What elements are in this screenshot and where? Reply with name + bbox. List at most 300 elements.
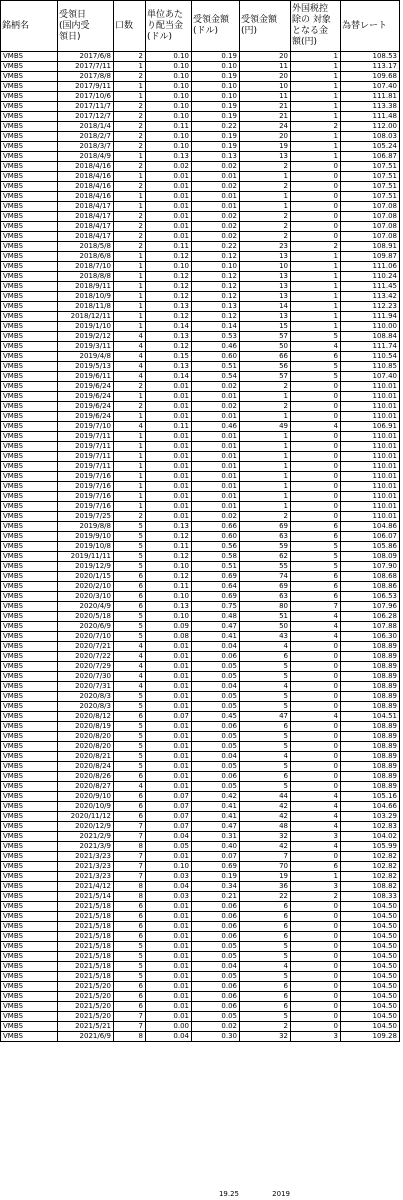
cell-dividend-per-unit[interactable]: 0.01 (146, 172, 192, 182)
cell-ticker[interactable]: VMBS (1, 822, 58, 832)
cell-amount-usd[interactable]: 0.75 (192, 602, 240, 612)
cell-date[interactable]: 2018/5/8 (58, 242, 114, 252)
cell-fx-rate[interactable]: 107.96 (341, 602, 400, 612)
cell-amount-usd[interactable]: 0.02 (192, 512, 240, 522)
cell-dividend-per-unit[interactable]: 0.01 (146, 202, 192, 212)
cell-units[interactable]: 1 (114, 262, 146, 272)
cell-amount-usd[interactable]: 0.41 (192, 802, 240, 812)
cell-fx-rate[interactable]: 104.50 (341, 922, 400, 932)
cell-date[interactable]: 2020/8/24 (58, 762, 114, 772)
cell-units[interactable]: 6 (114, 792, 146, 802)
cell-dividend-per-unit[interactable]: 0.01 (146, 962, 192, 972)
cell-fx-rate[interactable]: 110.01 (341, 392, 400, 402)
cell-amount-usd[interactable]: 0.69 (192, 862, 240, 872)
cell-date[interactable]: 2020/8/21 (58, 752, 114, 762)
cell-foreign-tax-credit[interactable]: 4 (291, 842, 341, 852)
cell-date[interactable]: 2018/11/8 (58, 302, 114, 312)
cell-fx-rate[interactable]: 108.03 (341, 132, 400, 142)
cell-fx-rate[interactable]: 113.42 (341, 292, 400, 302)
cell-amount-jpy[interactable]: 42 (240, 842, 291, 852)
cell-ticker[interactable]: VMBS (1, 92, 58, 102)
cell-fx-rate[interactable]: 107.51 (341, 192, 400, 202)
cell-dividend-per-unit[interactable]: 0.12 (146, 282, 192, 292)
cell-dividend-per-unit[interactable]: 0.15 (146, 352, 192, 362)
cell-dividend-per-unit[interactable]: 0.01 (146, 502, 192, 512)
cell-amount-usd[interactable]: 0.14 (192, 322, 240, 332)
cell-amount-usd[interactable]: 0.19 (192, 132, 240, 142)
cell-date[interactable]: 2018/4/17 (58, 202, 114, 212)
cell-ticker[interactable]: VMBS (1, 62, 58, 72)
cell-dividend-per-unit[interactable]: 0.12 (146, 312, 192, 322)
cell-fx-rate[interactable]: 106.07 (341, 532, 400, 542)
cell-dividend-per-unit[interactable]: 0.07 (146, 822, 192, 832)
cell-fx-rate[interactable]: 111.81 (341, 92, 400, 102)
cell-dividend-per-unit[interactable]: 0.01 (146, 682, 192, 692)
cell-fx-rate[interactable]: 107.51 (341, 162, 400, 172)
cell-date[interactable]: 2021/5/20 (58, 1012, 114, 1022)
cell-date[interactable]: 2021/5/18 (58, 902, 114, 912)
cell-foreign-tax-credit[interactable]: 0 (291, 462, 341, 472)
cell-fx-rate[interactable]: 111.45 (341, 282, 400, 292)
cell-foreign-tax-credit[interactable]: 0 (291, 672, 341, 682)
cell-date[interactable]: 2019/7/25 (58, 512, 114, 522)
cell-amount-usd[interactable]: 0.01 (192, 482, 240, 492)
cell-dividend-per-unit[interactable]: 0.12 (146, 572, 192, 582)
cell-foreign-tax-credit[interactable]: 1 (291, 132, 341, 142)
cell-fx-rate[interactable]: 112.00 (341, 122, 400, 132)
cell-amount-jpy[interactable]: 1 (240, 432, 291, 442)
cell-foreign-tax-credit[interactable]: 1 (291, 312, 341, 322)
cell-fx-rate[interactable]: 107.51 (341, 172, 400, 182)
cell-ticker[interactable]: VMBS (1, 852, 58, 862)
cell-fx-rate[interactable]: 106.28 (341, 612, 400, 622)
cell-amount-usd[interactable]: 0.53 (192, 332, 240, 342)
cell-ticker[interactable]: VMBS (1, 802, 58, 812)
cell-ticker[interactable]: VMBS (1, 812, 58, 822)
cell-amount-jpy[interactable]: 13 (240, 272, 291, 282)
cell-dividend-per-unit[interactable]: 0.04 (146, 1032, 192, 1042)
cell-foreign-tax-credit[interactable]: 4 (291, 422, 341, 432)
cell-units[interactable]: 2 (114, 382, 146, 392)
cell-ticker[interactable]: VMBS (1, 502, 58, 512)
cell-fx-rate[interactable]: 111.06 (341, 262, 400, 272)
cell-foreign-tax-credit[interactable]: 1 (291, 92, 341, 102)
cell-amount-jpy[interactable]: 50 (240, 342, 291, 352)
cell-units[interactable]: 4 (114, 352, 146, 362)
cell-foreign-tax-credit[interactable]: 0 (291, 482, 341, 492)
cell-units[interactable]: 6 (114, 1002, 146, 1012)
cell-ticker[interactable]: VMBS (1, 642, 58, 652)
cell-fx-rate[interactable]: 110.85 (341, 362, 400, 372)
cell-dividend-per-unit[interactable]: 0.01 (146, 492, 192, 502)
cell-units[interactable]: 1 (114, 272, 146, 282)
cell-dividend-per-unit[interactable]: 0.09 (146, 622, 192, 632)
cell-amount-usd[interactable]: 0.05 (192, 782, 240, 792)
cell-ticker[interactable]: VMBS (1, 672, 58, 682)
cell-units[interactable]: 1 (114, 292, 146, 302)
cell-amount-jpy[interactable]: 6 (240, 932, 291, 942)
cell-amount-jpy[interactable]: 55 (240, 562, 291, 572)
cell-foreign-tax-credit[interactable]: 6 (291, 532, 341, 542)
cell-date[interactable]: 2017/11/7 (58, 102, 114, 112)
cell-fx-rate[interactable]: 109.68 (341, 72, 400, 82)
cell-amount-usd[interactable]: 0.12 (192, 282, 240, 292)
cell-foreign-tax-credit[interactable]: 1 (291, 102, 341, 112)
cell-fx-rate[interactable]: 107.08 (341, 232, 400, 242)
cell-amount-usd[interactable]: 0.12 (192, 272, 240, 282)
cell-ticker[interactable]: VMBS (1, 232, 58, 242)
cell-ticker[interactable]: VMBS (1, 912, 58, 922)
cell-date[interactable]: 2019/5/13 (58, 362, 114, 372)
cell-amount-usd[interactable]: 0.02 (192, 402, 240, 412)
cell-amount-usd[interactable]: 0.19 (192, 112, 240, 122)
cell-fx-rate[interactable]: 104.50 (341, 1012, 400, 1022)
cell-date[interactable]: 2019/6/24 (58, 382, 114, 392)
cell-dividend-per-unit[interactable]: 0.01 (146, 952, 192, 962)
cell-fx-rate[interactable]: 110.24 (341, 272, 400, 282)
cell-dividend-per-unit[interactable]: 0.01 (146, 432, 192, 442)
cell-foreign-tax-credit[interactable]: 0 (291, 402, 341, 412)
cell-foreign-tax-credit[interactable]: 0 (291, 452, 341, 462)
cell-amount-jpy[interactable]: 15 (240, 322, 291, 332)
cell-date[interactable]: 2020/11/12 (58, 812, 114, 822)
cell-ticker[interactable]: VMBS (1, 312, 58, 322)
cell-foreign-tax-credit[interactable]: 5 (291, 552, 341, 562)
cell-date[interactable]: 2018/2/7 (58, 132, 114, 142)
cell-foreign-tax-credit[interactable]: 0 (291, 752, 341, 762)
cell-units[interactable]: 7 (114, 822, 146, 832)
cell-ticker[interactable]: VMBS (1, 72, 58, 82)
cell-ticker[interactable]: VMBS (1, 112, 58, 122)
cell-units[interactable]: 6 (114, 802, 146, 812)
cell-units[interactable]: 1 (114, 472, 146, 482)
cell-foreign-tax-credit[interactable]: 7 (291, 602, 341, 612)
cell-amount-jpy[interactable]: 6 (240, 912, 291, 922)
cell-date[interactable]: 2019/7/11 (58, 462, 114, 472)
cell-dividend-per-unit[interactable]: 0.01 (146, 762, 192, 772)
cell-amount-jpy[interactable]: 42 (240, 802, 291, 812)
cell-amount-usd[interactable]: 0.19 (192, 872, 240, 882)
cell-foreign-tax-credit[interactable]: 3 (291, 832, 341, 842)
cell-ticker[interactable]: VMBS (1, 142, 58, 152)
cell-fx-rate[interactable]: 108.89 (341, 682, 400, 692)
cell-date[interactable]: 2020/3/10 (58, 592, 114, 602)
cell-amount-usd[interactable]: 0.10 (192, 62, 240, 72)
cell-foreign-tax-credit[interactable]: 1 (291, 282, 341, 292)
cell-foreign-tax-credit[interactable]: 0 (291, 1012, 341, 1022)
cell-amount-usd[interactable]: 0.01 (192, 462, 240, 472)
cell-ticker[interactable]: VMBS (1, 222, 58, 232)
cell-fx-rate[interactable]: 110.01 (341, 412, 400, 422)
cell-date[interactable]: 2021/5/18 (58, 972, 114, 982)
cell-date[interactable]: 2019/11/11 (58, 552, 114, 562)
cell-date[interactable]: 2019/7/16 (58, 482, 114, 492)
cell-amount-jpy[interactable]: 19 (240, 142, 291, 152)
cell-units[interactable]: 2 (114, 402, 146, 412)
cell-dividend-per-unit[interactable]: 0.01 (146, 392, 192, 402)
cell-amount-usd[interactable]: 0.19 (192, 52, 240, 62)
cell-amount-jpy[interactable]: 4 (240, 642, 291, 652)
cell-amount-usd[interactable]: 0.01 (192, 412, 240, 422)
total-usd[interactable]: 19.25 (218, 1190, 239, 1198)
cell-ticker[interactable]: VMBS (1, 152, 58, 162)
cell-amount-jpy[interactable]: 21 (240, 112, 291, 122)
cell-units[interactable]: 2 (114, 242, 146, 252)
cell-foreign-tax-credit[interactable]: 4 (291, 792, 341, 802)
cell-units[interactable]: 5 (114, 612, 146, 622)
cell-fx-rate[interactable]: 105.24 (341, 142, 400, 152)
cell-dividend-per-unit[interactable]: 0.01 (146, 722, 192, 732)
cell-units[interactable]: 6 (114, 772, 146, 782)
cell-units[interactable]: 2 (114, 222, 146, 232)
cell-amount-jpy[interactable]: 5 (240, 732, 291, 742)
cell-units[interactable]: 4 (114, 362, 146, 372)
cell-ticker[interactable]: VMBS (1, 532, 58, 542)
cell-fx-rate[interactable]: 108.89 (341, 692, 400, 702)
cell-amount-jpy[interactable]: 6 (240, 982, 291, 992)
cell-fx-rate[interactable]: 107.51 (341, 182, 400, 192)
cell-dividend-per-unit[interactable]: 0.13 (146, 362, 192, 372)
cell-amount-jpy[interactable]: 5 (240, 672, 291, 682)
cell-date[interactable]: 2019/1/10 (58, 322, 114, 332)
cell-dividend-per-unit[interactable]: 0.10 (146, 262, 192, 272)
cell-date[interactable]: 2018/1/4 (58, 122, 114, 132)
cell-date[interactable]: 2017/12/7 (58, 112, 114, 122)
cell-date[interactable]: 2020/5/18 (58, 612, 114, 622)
cell-units[interactable]: 1 (114, 252, 146, 262)
cell-fx-rate[interactable]: 102.82 (341, 862, 400, 872)
cell-foreign-tax-credit[interactable]: 4 (291, 822, 341, 832)
cell-ticker[interactable]: VMBS (1, 772, 58, 782)
cell-fx-rate[interactable]: 110.01 (341, 402, 400, 412)
cell-fx-rate[interactable]: 105.86 (341, 542, 400, 552)
cell-fx-rate[interactable]: 106.87 (341, 152, 400, 162)
cell-date[interactable]: 2020/10/9 (58, 802, 114, 812)
cell-amount-jpy[interactable]: 2 (240, 402, 291, 412)
cell-units[interactable]: 1 (114, 412, 146, 422)
cell-fx-rate[interactable]: 104.51 (341, 712, 400, 722)
cell-amount-usd[interactable]: 0.40 (192, 842, 240, 852)
cell-amount-jpy[interactable]: 32 (240, 1032, 291, 1042)
cell-dividend-per-unit[interactable]: 0.00 (146, 1022, 192, 1032)
cell-ticker[interactable]: VMBS (1, 402, 58, 412)
cell-units[interactable]: 1 (114, 392, 146, 402)
cell-units[interactable]: 4 (114, 672, 146, 682)
cell-fx-rate[interactable]: 110.01 (341, 382, 400, 392)
cell-dividend-per-unit[interactable]: 0.13 (146, 152, 192, 162)
cell-date[interactable]: 2018/4/17 (58, 232, 114, 242)
cell-fx-rate[interactable]: 104.50 (341, 952, 400, 962)
cell-amount-jpy[interactable]: 1 (240, 192, 291, 202)
cell-amount-usd[interactable]: 0.45 (192, 712, 240, 722)
cell-date[interactable]: 2017/6/8 (58, 52, 114, 62)
cell-units[interactable]: 1 (114, 452, 146, 462)
cell-foreign-tax-credit[interactable]: 1 (291, 322, 341, 332)
cell-amount-usd[interactable]: 0.02 (192, 382, 240, 392)
cell-units[interactable]: 6 (114, 572, 146, 582)
cell-amount-jpy[interactable]: 7 (240, 852, 291, 862)
cell-date[interactable]: 2021/5/20 (58, 992, 114, 1002)
cell-date[interactable]: 2019/6/24 (58, 392, 114, 402)
cell-units[interactable]: 4 (114, 662, 146, 672)
cell-dividend-per-unit[interactable]: 0.01 (146, 222, 192, 232)
cell-fx-rate[interactable]: 108.89 (341, 772, 400, 782)
cell-units[interactable]: 1 (114, 482, 146, 492)
cell-date[interactable]: 2018/4/17 (58, 222, 114, 232)
cell-amount-usd[interactable]: 0.02 (192, 182, 240, 192)
cell-date[interactable]: 2021/5/21 (58, 1022, 114, 1032)
cell-amount-jpy[interactable]: 5 (240, 702, 291, 712)
cell-amount-usd[interactable]: 0.01 (192, 492, 240, 502)
cell-dividend-per-unit[interactable]: 0.10 (146, 592, 192, 602)
cell-dividend-per-unit[interactable]: 0.01 (146, 472, 192, 482)
cell-fx-rate[interactable]: 110.01 (341, 472, 400, 482)
cell-units[interactable]: 5 (114, 522, 146, 532)
cell-amount-jpy[interactable]: 63 (240, 592, 291, 602)
cell-foreign-tax-credit[interactable]: 6 (291, 582, 341, 592)
cell-ticker[interactable]: VMBS (1, 382, 58, 392)
cell-amount-usd[interactable]: 0.05 (192, 702, 240, 712)
cell-foreign-tax-credit[interactable]: 0 (291, 1002, 341, 1012)
cell-amount-jpy[interactable]: 1 (240, 502, 291, 512)
cell-foreign-tax-credit[interactable]: 4 (291, 812, 341, 822)
cell-amount-usd[interactable]: 0.05 (192, 742, 240, 752)
cell-amount-jpy[interactable]: 13 (240, 292, 291, 302)
cell-fx-rate[interactable]: 106.30 (341, 632, 400, 642)
cell-amount-jpy[interactable]: 2 (240, 512, 291, 522)
cell-date[interactable]: 2017/7/11 (58, 62, 114, 72)
cell-date[interactable]: 2021/5/18 (58, 912, 114, 922)
cell-fx-rate[interactable]: 102.82 (341, 872, 400, 882)
cell-amount-usd[interactable]: 0.13 (192, 152, 240, 162)
cell-dividend-per-unit[interactable]: 0.07 (146, 792, 192, 802)
cell-amount-usd[interactable]: 0.13 (192, 302, 240, 312)
cell-foreign-tax-credit[interactable]: 0 (291, 642, 341, 652)
cell-amount-jpy[interactable]: 4 (240, 682, 291, 692)
cell-dividend-per-unit[interactable]: 0.10 (146, 112, 192, 122)
cell-units[interactable]: 5 (114, 752, 146, 762)
cell-date[interactable]: 2020/7/22 (58, 652, 114, 662)
cell-fx-rate[interactable]: 109.87 (341, 252, 400, 262)
cell-foreign-tax-credit[interactable]: 0 (291, 432, 341, 442)
cell-date[interactable]: 2018/4/9 (58, 152, 114, 162)
cell-amount-usd[interactable]: 0.01 (192, 192, 240, 202)
cell-ticker[interactable]: VMBS (1, 292, 58, 302)
cell-fx-rate[interactable]: 108.91 (341, 242, 400, 252)
cell-units[interactable]: 1 (114, 62, 146, 72)
cell-ticker[interactable]: VMBS (1, 102, 58, 112)
cell-amount-jpy[interactable]: 1 (240, 172, 291, 182)
cell-dividend-per-unit[interactable]: 0.01 (146, 742, 192, 752)
cell-date[interactable]: 2020/8/19 (58, 722, 114, 732)
cell-foreign-tax-credit[interactable]: 2 (291, 122, 341, 132)
cell-units[interactable]: 6 (114, 582, 146, 592)
cell-fx-rate[interactable]: 104.50 (341, 962, 400, 972)
cell-ticker[interactable]: VMBS (1, 832, 58, 842)
cell-amount-jpy[interactable]: 44 (240, 792, 291, 802)
cell-fx-rate[interactable]: 108.89 (341, 642, 400, 652)
cell-date[interactable]: 2018/3/7 (58, 142, 114, 152)
cell-units[interactable]: 4 (114, 372, 146, 382)
cell-amount-usd[interactable]: 0.69 (192, 572, 240, 582)
cell-amount-jpy[interactable]: 36 (240, 882, 291, 892)
cell-foreign-tax-credit[interactable]: 4 (291, 612, 341, 622)
cell-amount-jpy[interactable]: 2 (240, 182, 291, 192)
cell-foreign-tax-credit[interactable]: 0 (291, 222, 341, 232)
cell-ticker[interactable]: VMBS (1, 712, 58, 722)
cell-amount-usd[interactable]: 0.41 (192, 812, 240, 822)
cell-dividend-per-unit[interactable]: 0.01 (146, 672, 192, 682)
cell-foreign-tax-credit[interactable]: 0 (291, 972, 341, 982)
cell-units[interactable]: 2 (114, 512, 146, 522)
cell-ticker[interactable]: VMBS (1, 132, 58, 142)
cell-units[interactable]: 2 (114, 132, 146, 142)
cell-units[interactable]: 5 (114, 632, 146, 642)
cell-units[interactable]: 1 (114, 312, 146, 322)
cell-amount-jpy[interactable]: 56 (240, 362, 291, 372)
cell-date[interactable]: 2020/8/12 (58, 712, 114, 722)
cell-amount-jpy[interactable]: 20 (240, 132, 291, 142)
cell-ticker[interactable]: VMBS (1, 1002, 58, 1012)
cell-amount-jpy[interactable]: 6 (240, 902, 291, 912)
cell-fx-rate[interactable]: 102.83 (341, 822, 400, 832)
cell-foreign-tax-credit[interactable]: 0 (291, 192, 341, 202)
cell-foreign-tax-credit[interactable]: 0 (291, 412, 341, 422)
cell-fx-rate[interactable]: 104.50 (341, 982, 400, 992)
cell-fx-rate[interactable]: 108.33 (341, 892, 400, 902)
cell-dividend-per-unit[interactable]: 0.01 (146, 922, 192, 932)
cell-amount-jpy[interactable]: 1 (240, 412, 291, 422)
cell-ticker[interactable]: VMBS (1, 242, 58, 252)
cell-amount-usd[interactable]: 0.66 (192, 522, 240, 532)
cell-foreign-tax-credit[interactable]: 6 (291, 862, 341, 872)
cell-amount-usd[interactable]: 0.46 (192, 342, 240, 352)
cell-dividend-per-unit[interactable]: 0.10 (146, 72, 192, 82)
cell-date[interactable]: 2018/4/16 (58, 172, 114, 182)
cell-foreign-tax-credit[interactable]: 1 (291, 252, 341, 262)
cell-foreign-tax-credit[interactable]: 0 (291, 232, 341, 242)
cell-foreign-tax-credit[interactable]: 4 (291, 342, 341, 352)
cell-fx-rate[interactable]: 103.29 (341, 812, 400, 822)
cell-foreign-tax-credit[interactable]: 0 (291, 1022, 341, 1032)
cell-dividend-per-unit[interactable]: 0.01 (146, 212, 192, 222)
cell-fx-rate[interactable]: 104.66 (341, 802, 400, 812)
cell-fx-rate[interactable]: 110.00 (341, 322, 400, 332)
cell-fx-rate[interactable]: 110.01 (341, 512, 400, 522)
cell-units[interactable]: 4 (114, 422, 146, 432)
cell-date[interactable]: 2019/7/16 (58, 492, 114, 502)
cell-dividend-per-unit[interactable]: 0.13 (146, 332, 192, 342)
cell-amount-jpy[interactable]: 1 (240, 452, 291, 462)
cell-foreign-tax-credit[interactable]: 4 (291, 622, 341, 632)
cell-units[interactable]: 5 (114, 552, 146, 562)
cell-ticker[interactable]: VMBS (1, 422, 58, 432)
cell-dividend-per-unit[interactable]: 0.01 (146, 442, 192, 452)
cell-amount-jpy[interactable]: 13 (240, 152, 291, 162)
header-amount-usd[interactable]: 受領金額 (ドル) (192, 1, 240, 52)
cell-amount-jpy[interactable]: 2 (240, 382, 291, 392)
cell-dividend-per-unit[interactable]: 0.10 (146, 132, 192, 142)
cell-amount-jpy[interactable]: 1 (240, 482, 291, 492)
cell-foreign-tax-credit[interactable]: 0 (291, 662, 341, 672)
cell-fx-rate[interactable]: 104.86 (341, 522, 400, 532)
cell-ticker[interactable]: VMBS (1, 452, 58, 462)
cell-ticker[interactable]: VMBS (1, 122, 58, 132)
cell-ticker[interactable]: VMBS (1, 202, 58, 212)
cell-amount-usd[interactable]: 0.01 (192, 472, 240, 482)
cell-fx-rate[interactable]: 102.82 (341, 852, 400, 862)
cell-dividend-per-unit[interactable]: 0.01 (146, 402, 192, 412)
